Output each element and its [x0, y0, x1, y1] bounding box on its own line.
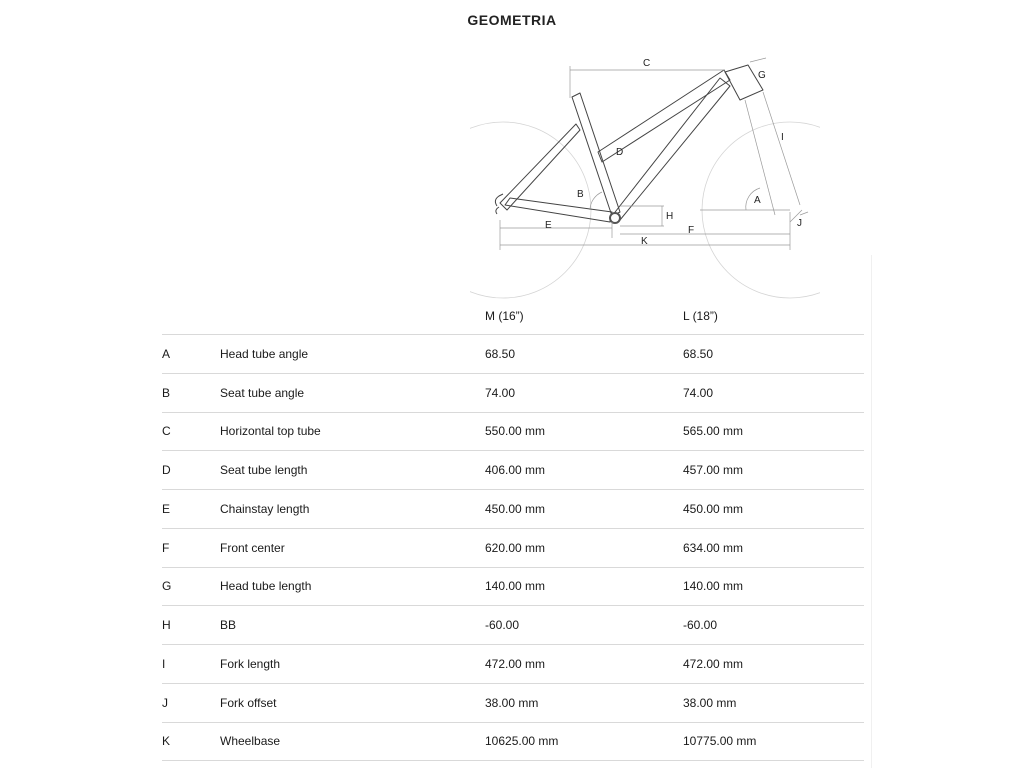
- row-name: Wheelbase: [220, 734, 281, 749]
- row-name: Head tube length: [220, 579, 312, 594]
- row-value-m: 74.00: [485, 385, 516, 400]
- row-name: Seat tube angle: [220, 385, 305, 400]
- table-row: [162, 606, 864, 645]
- row-key: B: [162, 385, 171, 400]
- row-key: J: [162, 695, 168, 710]
- geometry-table: [162, 297, 864, 761]
- row-value-m: 140.00 mm: [485, 579, 546, 594]
- header-size-m: M (16”): [485, 308, 524, 323]
- row-value-l: 38.00 mm: [683, 695, 737, 710]
- row-key: G: [162, 579, 172, 594]
- diagram-label-a: A: [754, 195, 761, 206]
- row-name: Front center: [220, 540, 285, 555]
- row-name: Horizontal top tube: [220, 424, 321, 439]
- diagram-label-f: F: [688, 225, 695, 236]
- row-name: Fork length: [220, 656, 281, 671]
- row-value-m: 550.00 mm: [485, 424, 546, 439]
- row-value-m: 38.00 mm: [485, 695, 539, 710]
- row-key: A: [162, 346, 171, 361]
- diagram-label-d: D: [616, 147, 624, 158]
- bottom-bracket: [610, 213, 620, 223]
- diagram-label-k: K: [641, 236, 648, 247]
- section-divider: [871, 255, 872, 768]
- row-value-m: 10625.00 mm: [485, 734, 559, 749]
- row-value-m: 620.00 mm: [485, 540, 546, 555]
- diagram-label-b: B: [577, 189, 584, 200]
- frame-diagram-svg: [470, 45, 820, 305]
- table-row: [162, 374, 864, 413]
- rear-wheel: [470, 122, 591, 298]
- page-title: GEOMETRIA: [467, 12, 557, 28]
- row-key: E: [162, 501, 171, 516]
- row-value-l: 565.00 mm: [683, 424, 744, 439]
- row-value-m: -60.00: [485, 618, 520, 633]
- diagram-label-j: J: [797, 218, 802, 229]
- table-row: [162, 645, 864, 684]
- diagram-label-h: H: [666, 211, 674, 222]
- row-key: H: [162, 618, 171, 633]
- row-value-l: 457.00 mm: [683, 463, 744, 478]
- row-value-m: 450.00 mm: [485, 501, 546, 516]
- row-key: F: [162, 540, 170, 555]
- table-header-row: [162, 297, 864, 335]
- row-value-l: 10775.00 mm: [683, 734, 757, 749]
- diagram-label-g: G: [758, 70, 766, 81]
- row-value-l: -60.00: [683, 618, 718, 633]
- row-value-m: 406.00 mm: [485, 463, 546, 478]
- diagram-label-e: E: [545, 220, 552, 231]
- row-value-l: 74.00: [683, 385, 714, 400]
- table-row: [162, 568, 864, 607]
- table-row: [162, 451, 864, 490]
- row-name: Seat tube length: [220, 463, 308, 478]
- row-key: K: [162, 734, 171, 749]
- table-row: [162, 723, 864, 762]
- header-size-l: L (18”): [683, 308, 718, 323]
- row-key: C: [162, 424, 171, 439]
- frame-outline: [495, 65, 763, 222]
- row-value-l: 140.00 mm: [683, 579, 744, 594]
- row-name: Fork offset: [220, 695, 277, 710]
- row-value-m: 472.00 mm: [485, 656, 546, 671]
- row-value-l: 634.00 mm: [683, 540, 744, 555]
- table-row: [162, 335, 864, 374]
- diagram-label-c: C: [643, 58, 651, 69]
- row-name: Head tube angle: [220, 346, 309, 361]
- row-name: Chainstay length: [220, 501, 310, 516]
- table-row: [162, 529, 864, 568]
- table-row: [162, 684, 864, 723]
- row-value-m: 68.50: [485, 346, 516, 361]
- row-value-l: 68.50: [683, 346, 714, 361]
- row-name: BB: [220, 618, 237, 633]
- row-value-l: 450.00 mm: [683, 501, 744, 516]
- table-row: [162, 413, 864, 452]
- diagram-label-i: I: [781, 132, 784, 143]
- table-row: [162, 490, 864, 529]
- row-key: D: [162, 463, 171, 478]
- row-key: I: [162, 656, 166, 671]
- bike-geometry-diagram: [470, 45, 820, 305]
- row-value-l: 472.00 mm: [683, 656, 744, 671]
